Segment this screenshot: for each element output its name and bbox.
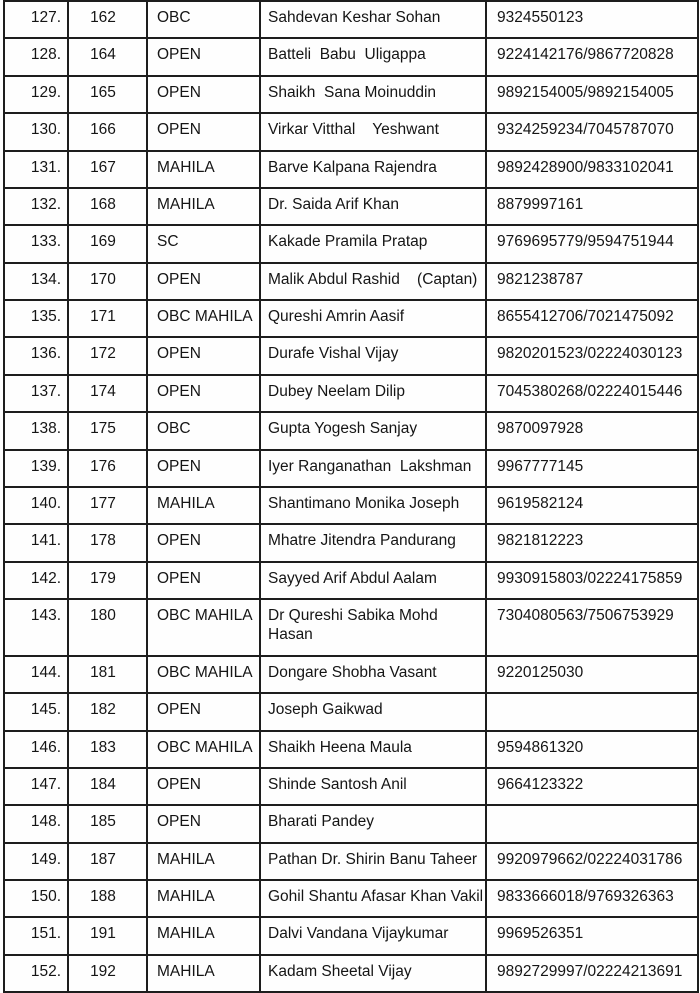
table-row	[4, 113, 698, 150]
phone-cell: 9324550123	[486, 1, 698, 38]
category-cell: OPEN	[147, 693, 260, 730]
table-row	[4, 805, 698, 842]
phone-cell: 9821812223	[486, 524, 698, 561]
serial-number-cell: 136.	[4, 337, 68, 374]
list-number-cell: 170	[68, 263, 147, 300]
category-cell: MAHILA	[147, 151, 260, 188]
name-cell: Batteli Babu Uligappa	[260, 38, 486, 75]
list-number-cell: 176	[68, 450, 147, 487]
table-row	[4, 300, 698, 337]
serial-number-cell: 144.	[4, 656, 68, 693]
name-cell: Dr. Saida Arif Khan	[260, 188, 486, 225]
category-cell: MAHILA	[147, 880, 260, 917]
table-row	[4, 412, 698, 449]
category-cell: OPEN	[147, 38, 260, 75]
phone-cell	[486, 693, 698, 730]
phone-cell: 9892729997/02224213691	[486, 955, 698, 992]
phone-cell: 7304080563/7506753929	[486, 599, 698, 656]
serial-number-cell: 150.	[4, 880, 68, 917]
table-row	[4, 693, 698, 730]
phone-cell: 9892428900/9833102041	[486, 151, 698, 188]
category-cell: OPEN	[147, 337, 260, 374]
table-row	[4, 450, 698, 487]
category-cell: SC	[147, 225, 260, 262]
phone-cell: 9820201523/02224030123	[486, 337, 698, 374]
category-cell: MAHILA	[147, 487, 260, 524]
list-number-cell: 169	[68, 225, 147, 262]
list-number-cell: 184	[68, 768, 147, 805]
list-number-cell: 192	[68, 955, 147, 992]
contact-roster-table	[3, 0, 699, 993]
name-cell: Kakade Pramila Pratap	[260, 225, 486, 262]
serial-number-cell: 134.	[4, 263, 68, 300]
table-row	[4, 225, 698, 262]
phone-cell: 9930915803/02224175859	[486, 562, 698, 599]
list-number-cell: 187	[68, 843, 147, 880]
name-cell: Sayyed Arif Abdul Aalam	[260, 562, 486, 599]
category-cell: OBC MAHILA	[147, 731, 260, 768]
table-row	[4, 656, 698, 693]
category-cell: OPEN	[147, 76, 260, 113]
list-number-cell: 166	[68, 113, 147, 150]
serial-number-cell: 131.	[4, 151, 68, 188]
serial-number-cell: 133.	[4, 225, 68, 262]
name-cell: Shaikh Sana Moinuddin	[260, 76, 486, 113]
category-cell: MAHILA	[147, 917, 260, 954]
table-row	[4, 1, 698, 38]
serial-number-cell: 141.	[4, 524, 68, 561]
category-cell: OPEN	[147, 805, 260, 842]
category-cell: MAHILA	[147, 843, 260, 880]
list-number-cell: 178	[68, 524, 147, 561]
phone-cell: 8655412706/7021475092	[486, 300, 698, 337]
name-cell: Virkar Vitthal Yeshwant	[260, 113, 486, 150]
serial-number-cell: 145.	[4, 693, 68, 730]
serial-number-cell: 130.	[4, 113, 68, 150]
table-body	[4, 1, 698, 992]
table-row	[4, 375, 698, 412]
list-number-cell: 182	[68, 693, 147, 730]
name-cell: Qureshi Amrin Aasif	[260, 300, 486, 337]
phone-cell: 7045380268/02224015446	[486, 375, 698, 412]
serial-number-cell: 128.	[4, 38, 68, 75]
list-number-cell: 162	[68, 1, 147, 38]
table-row	[4, 917, 698, 954]
phone-cell: 9324259234/7045787070	[486, 113, 698, 150]
phone-cell: 9870097928	[486, 412, 698, 449]
table-row	[4, 76, 698, 113]
category-cell: OBC	[147, 412, 260, 449]
name-cell: Shinde Santosh Anil	[260, 768, 486, 805]
table-row	[4, 188, 698, 225]
serial-number-cell: 140.	[4, 487, 68, 524]
table-row	[4, 151, 698, 188]
category-cell: MAHILA	[147, 188, 260, 225]
name-cell: Dalvi Vandana Vijaykumar	[260, 917, 486, 954]
table-row	[4, 38, 698, 75]
list-number-cell: 185	[68, 805, 147, 842]
name-cell: Iyer Ranganathan Lakshman	[260, 450, 486, 487]
serial-number-cell: 127.	[4, 1, 68, 38]
serial-number-cell: 132.	[4, 188, 68, 225]
phone-cell: 9224142176/9867720828	[486, 38, 698, 75]
list-number-cell: 181	[68, 656, 147, 693]
name-cell: Durafe Vishal Vijay	[260, 337, 486, 374]
list-number-cell: 167	[68, 151, 147, 188]
name-cell: Malik Abdul Rashid (Captan)	[260, 263, 486, 300]
category-cell: OPEN	[147, 768, 260, 805]
phone-cell: 8879997161	[486, 188, 698, 225]
table-row	[4, 955, 698, 992]
serial-number-cell: 143.	[4, 599, 68, 656]
serial-number-cell: 137.	[4, 375, 68, 412]
phone-cell: 9769695779/9594751944	[486, 225, 698, 262]
list-number-cell: 180	[68, 599, 147, 656]
table-row	[4, 768, 698, 805]
phone-cell	[486, 805, 698, 842]
phone-cell: 9594861320	[486, 731, 698, 768]
list-number-cell: 172	[68, 337, 147, 374]
table-row	[4, 880, 698, 917]
category-cell: OBC	[147, 1, 260, 38]
category-cell: MAHILA	[147, 955, 260, 992]
list-number-cell: 164	[68, 38, 147, 75]
serial-number-cell: 152.	[4, 955, 68, 992]
table-row	[4, 524, 698, 561]
table-row	[4, 562, 698, 599]
category-cell: OBC MAHILA	[147, 300, 260, 337]
list-number-cell: 177	[68, 487, 147, 524]
name-cell: Dr Qureshi Sabika Mohd Hasan	[260, 599, 486, 656]
table-row	[4, 843, 698, 880]
serial-number-cell: 146.	[4, 731, 68, 768]
table-row	[4, 263, 698, 300]
name-cell: Joseph Gaikwad	[260, 693, 486, 730]
phone-cell: 9967777145	[486, 450, 698, 487]
name-cell: Bharati Pandey	[260, 805, 486, 842]
name-cell: Kadam Sheetal Vijay	[260, 955, 486, 992]
category-cell: OPEN	[147, 113, 260, 150]
list-number-cell: 179	[68, 562, 147, 599]
category-cell: OPEN	[147, 562, 260, 599]
table-row	[4, 487, 698, 524]
list-number-cell: 188	[68, 880, 147, 917]
name-cell: Mhatre Jitendra Pandurang	[260, 524, 486, 561]
phone-cell: 9920979662/02224031786	[486, 843, 698, 880]
category-cell: OPEN	[147, 524, 260, 561]
list-number-cell: 171	[68, 300, 147, 337]
list-number-cell: 183	[68, 731, 147, 768]
serial-number-cell: 138.	[4, 412, 68, 449]
name-cell: Sahdevan Keshar Sohan	[260, 1, 486, 38]
category-cell: OBC MAHILA	[147, 656, 260, 693]
category-cell: OPEN	[147, 263, 260, 300]
serial-number-cell: 129.	[4, 76, 68, 113]
serial-number-cell: 149.	[4, 843, 68, 880]
category-cell: OPEN	[147, 450, 260, 487]
phone-cell: 9619582124	[486, 487, 698, 524]
name-cell: Shaikh Heena Maula	[260, 731, 486, 768]
name-cell: Dubey Neelam Dilip	[260, 375, 486, 412]
table-row	[4, 599, 698, 656]
phone-cell: 9821238787	[486, 263, 698, 300]
name-cell: Gupta Yogesh Sanjay	[260, 412, 486, 449]
name-cell: Shantimano Monika Joseph	[260, 487, 486, 524]
serial-number-cell: 139.	[4, 450, 68, 487]
serial-number-cell: 135.	[4, 300, 68, 337]
list-number-cell: 191	[68, 917, 147, 954]
name-cell: Dongare Shobha Vasant	[260, 656, 486, 693]
category-cell: OBC MAHILA	[147, 599, 260, 656]
table-row	[4, 337, 698, 374]
phone-cell: 9220125030	[486, 656, 698, 693]
name-cell: Barve Kalpana Rajendra	[260, 151, 486, 188]
serial-number-cell: 148.	[4, 805, 68, 842]
category-cell: OPEN	[147, 375, 260, 412]
list-number-cell: 165	[68, 76, 147, 113]
serial-number-cell: 151.	[4, 917, 68, 954]
table-row	[4, 731, 698, 768]
serial-number-cell: 142.	[4, 562, 68, 599]
phone-cell: 9969526351	[486, 917, 698, 954]
phone-cell: 9833666018/9769326363	[486, 880, 698, 917]
name-cell: Pathan Dr. Shirin Banu Taheer	[260, 843, 486, 880]
phone-cell: 9664123322	[486, 768, 698, 805]
list-number-cell: 174	[68, 375, 147, 412]
serial-number-cell: 147.	[4, 768, 68, 805]
phone-cell: 9892154005/9892154005	[486, 76, 698, 113]
list-number-cell: 175	[68, 412, 147, 449]
name-cell: Gohil Shantu Afasar Khan Vakil	[260, 880, 486, 917]
list-number-cell: 168	[68, 188, 147, 225]
